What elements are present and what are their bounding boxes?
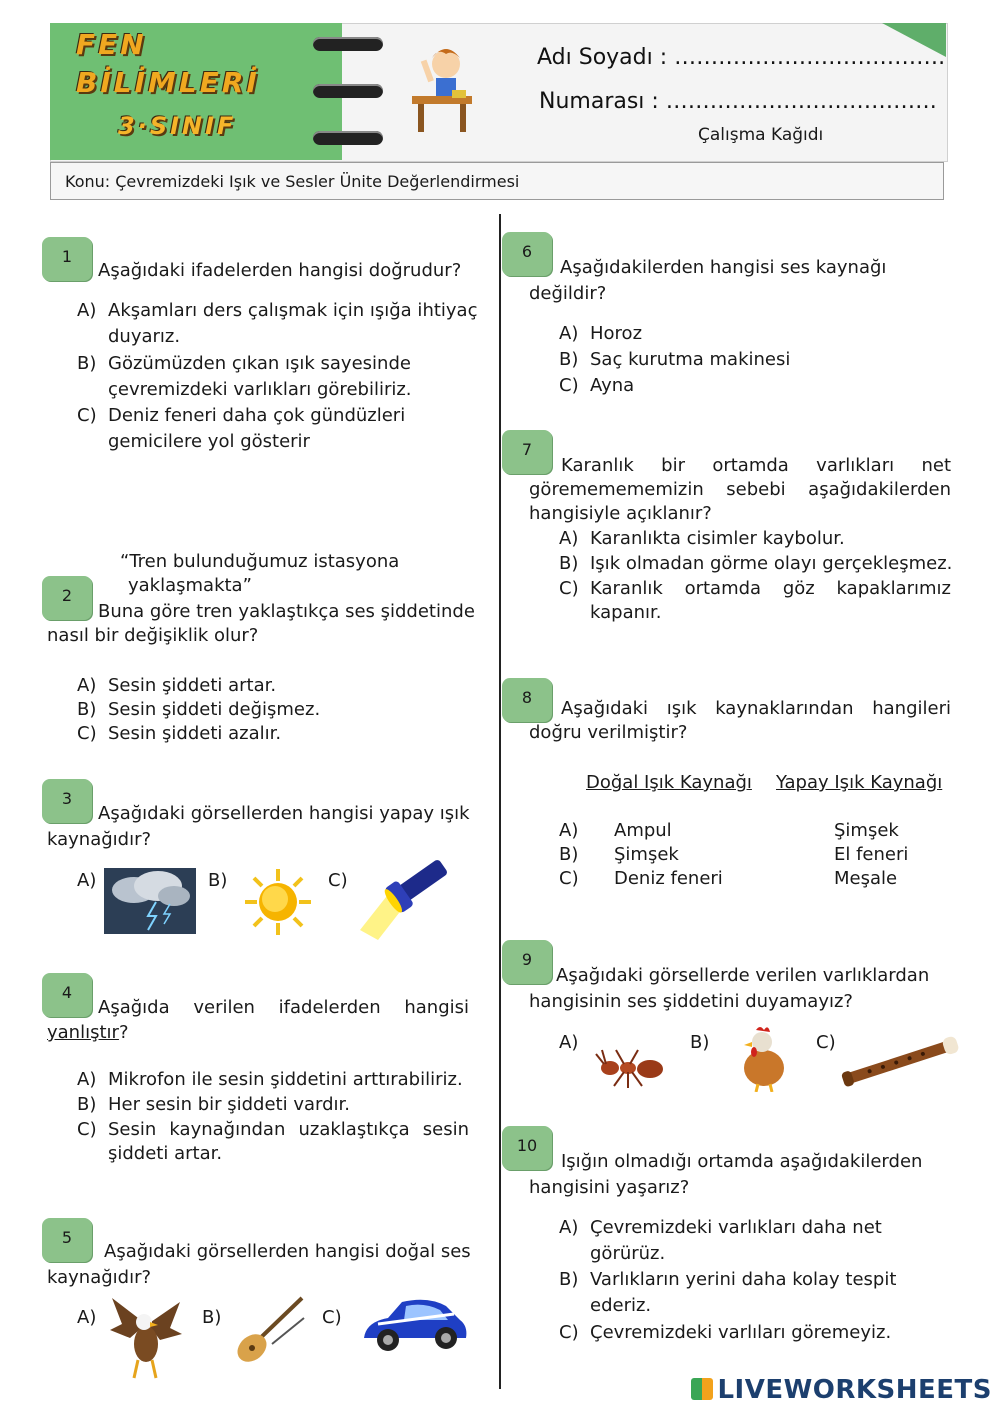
q6-text-line1: Aşağıdakilerden hangisi ses kaynağı: [560, 257, 887, 278]
q8-row-a-natural: Ampul: [614, 820, 672, 841]
q2-option-a-letter[interactable]: A): [77, 675, 97, 696]
column-divider: [499, 214, 501, 1389]
q4-option-b: Her sesin bir şiddeti vardır.: [108, 1094, 350, 1115]
q1-option-b-letter[interactable]: B): [77, 353, 97, 374]
q6-option-a-letter[interactable]: A): [559, 323, 579, 344]
q8-text-line1: Aşağıdaki ışık kaynaklarından hangileri: [561, 698, 951, 719]
q1-option-b-line2: çevremizdeki varlıkları görebiliriz.: [108, 379, 412, 400]
sheet-label: Çalışma Kağıdı: [698, 125, 824, 145]
q3-text-line1: Aşağıdaki görsellerden hangisi yapay ışık: [98, 803, 470, 824]
q7-text-line3: hangisiyle açıklanır?: [529, 503, 712, 524]
q1-option-c-line1: Deniz feneri daha çok gündüzleri: [108, 405, 406, 426]
q6-option-c-letter[interactable]: C): [559, 375, 579, 396]
q5-option-c-letter[interactable]: C): [322, 1307, 342, 1328]
q2-option-b: Sesin şiddeti değişmez.: [108, 699, 321, 720]
q9-option-c-letter[interactable]: C): [816, 1032, 836, 1053]
title-grade: 3·SINIF: [118, 112, 237, 140]
q7-option-c-letter[interactable]: C): [559, 578, 579, 599]
q1-option-a-letter[interactable]: A): [77, 300, 97, 321]
q3-option-c-letter[interactable]: C): [328, 870, 348, 891]
name-field[interactable]: Adı Soyadı : ……………………………….: [537, 45, 946, 70]
q4-text-line2: [47, 1021, 129, 1045]
sun-icon: [243, 867, 313, 937]
question-number-7: 7: [502, 430, 552, 474]
q4-underlined-word: yanlıştır: [47, 1022, 119, 1043]
q10-option-a-line2: görürüz.: [590, 1243, 666, 1264]
q7-option-b-letter[interactable]: B): [559, 553, 579, 574]
q1-option-a-line2: duyarız.: [108, 326, 181, 347]
q8-column-natural: Doğal Işık Kaynağı: [586, 772, 752, 793]
question-number-8: 8: [502, 678, 552, 722]
q10-option-c: Çevremizdeki varlıları göremeyiz.: [590, 1322, 892, 1343]
q4-text-line1: Aşağıda verilen ifadelerden hangisi: [98, 997, 469, 1018]
q1-option-c-letter[interactable]: C): [77, 405, 97, 426]
q5-text-line1: Aşağıdaki görsellerden hangisi doğal ses: [104, 1241, 471, 1262]
q7-option-c-line2: kapanır.: [590, 602, 662, 623]
q5-option-a-letter[interactable]: A): [77, 1307, 97, 1328]
q2-option-c-letter[interactable]: C): [77, 723, 97, 744]
q8-row-b-artificial: El feneri: [834, 844, 909, 865]
q10-option-a-letter[interactable]: A): [559, 1217, 579, 1238]
q8-row-a-artificial: Şimşek: [834, 820, 899, 841]
q3-text-line2: kaynağıdır?: [47, 829, 152, 850]
q2-quote-line2: yaklaşmakta”: [128, 575, 252, 596]
flute-icon: [838, 1030, 964, 1092]
q7-option-c-line1: Karanlık ortamda göz kapaklarımız: [590, 578, 951, 599]
number-field[interactable]: Numarası : ……………………………….: [539, 89, 937, 114]
q2-text-line2: nasıl bir değişiklik olur?: [47, 625, 259, 646]
q10-option-b-letter[interactable]: B): [559, 1269, 579, 1290]
q2-option-c: Sesin şiddeti azalır.: [108, 723, 282, 744]
q8-column-artificial: Yapay Işık Kaynağı: [776, 772, 943, 793]
q5-text-line2: kaynağıdır?: [47, 1267, 152, 1288]
question-number-1: 1: [42, 237, 92, 281]
q6-option-a: Horoz: [590, 323, 643, 344]
q10-option-b-line2: ederiz.: [590, 1295, 652, 1316]
q8-row-c-letter[interactable]: C): [559, 868, 579, 889]
rooster-icon: [736, 1024, 792, 1092]
q1-option-c-line2: gemicilere yol gösterir: [108, 431, 310, 452]
q3-option-a-letter[interactable]: A): [77, 870, 97, 891]
q5-option-b-letter[interactable]: B): [202, 1307, 222, 1328]
q10-text-line1: Işığın olmadığı ortamda aşağıdakilerden: [561, 1151, 923, 1172]
eagle-icon: [108, 1294, 184, 1380]
q6-option-b: Saç kurutma makinesi: [590, 349, 791, 370]
q4-option-a-letter[interactable]: A): [77, 1069, 97, 1090]
q4-question-mark: ?: [118, 1022, 129, 1043]
q10-option-b-line1: Varlıkların yerini daha kolay tespit: [590, 1269, 897, 1290]
question-number-9: 9: [502, 940, 552, 984]
q8-row-b-natural: Şimşek: [614, 844, 679, 865]
q8-row-a-letter[interactable]: A): [559, 820, 579, 841]
q8-row-c-natural: Deniz feneri: [614, 868, 723, 889]
question-number-6: 6: [502, 232, 552, 276]
q1-text: Aşağıdaki ifadelerden hangisi doğrudur?: [98, 260, 462, 281]
question-number-3: 3: [42, 779, 92, 823]
q3-option-b-letter[interactable]: B): [208, 870, 228, 891]
q10-text-line2: hangisini yaşarız?: [529, 1177, 690, 1198]
q4-option-c-letter[interactable]: C): [77, 1119, 97, 1140]
title-fen: FEN: [76, 28, 147, 61]
q6-option-c: Ayna: [590, 375, 635, 396]
q10-option-c-letter[interactable]: C): [559, 1322, 579, 1343]
q6-text-line2: değildir?: [529, 283, 607, 304]
car-icon: [358, 1294, 470, 1358]
q6-option-b-letter[interactable]: B): [559, 349, 579, 370]
q4-option-c-line2: şiddeti artar.: [108, 1143, 223, 1164]
q10-option-a-line1: Çevremizdeki varlıkları daha net: [590, 1217, 882, 1238]
question-number-2: 2: [42, 576, 92, 620]
liveworksheets-badge-icon: [691, 1378, 713, 1400]
q7-text-line1: Karanlık bir ortamda varlıkları net: [561, 455, 951, 476]
q2-option-a: Sesin şiddeti artar.: [108, 675, 277, 696]
ant-icon: [594, 1044, 670, 1092]
q9-text-line1: Aşağıdaki görsellerde verilen varlıklardan: [556, 965, 930, 986]
q7-option-b: Işık olmadan görme olayı gerçekleşmez.: [590, 553, 953, 574]
question-number-5: 5: [42, 1218, 92, 1262]
q4-option-b-letter[interactable]: B): [77, 1094, 97, 1115]
q1-option-b-line1: Gözümüzden çıkan ışık sayesinde: [108, 353, 411, 374]
q7-text-line2: görememememizin sebebi aşağıdakilerden: [529, 479, 951, 500]
question-number-10: 10: [502, 1126, 552, 1170]
q2-text-line1: Buna göre tren yaklaştıkça ses şiddetinde: [98, 601, 475, 622]
saz-instrument-icon: [232, 1294, 308, 1366]
q9-option-b-letter[interactable]: B): [690, 1032, 710, 1053]
q8-text-line2: doğru verilmiştir?: [529, 722, 688, 743]
q7-option-a-letter[interactable]: A): [559, 528, 579, 549]
question-number-4: 4: [42, 973, 92, 1017]
liveworksheets-logo[interactable]: [691, 1375, 992, 1405]
q2-option-b-letter[interactable]: B): [77, 699, 97, 720]
liveworksheets-brand: LIVEWORKSHEETS: [717, 1375, 992, 1405]
flashlight-icon: [360, 858, 452, 940]
q7-option-a: Karanlıkta cisimler kaybolur.: [590, 528, 845, 549]
student-desk-icon: [408, 40, 478, 135]
q8-row-c-artificial: Meşale: [834, 868, 898, 889]
q4-option-a: Mikrofon ile sesin şiddetini arttırabiliriz.: [108, 1069, 463, 1090]
storm-cloud-icon: [104, 868, 196, 934]
q2-quote-line1: “Tren bulunduğumuz istasyona: [120, 551, 400, 572]
topic-bar: Konu: Çevremizdeki Işık ve Sesler Ünite Değerlendirmesi: [50, 162, 944, 200]
title-bilimleri: BİLİMLERİ: [76, 66, 260, 99]
q1-option-a-line1: Akşamları ders çalışmak için ışığa ihtiyaç: [108, 300, 478, 321]
q9-text-line2: hangisinin ses şiddetini duyamayız?: [529, 991, 853, 1012]
q4-option-c-line1: Sesin kaynağından uzaklaştıkça sesin: [108, 1119, 469, 1140]
q9-option-a-letter[interactable]: A): [559, 1032, 579, 1053]
q8-row-b-letter[interactable]: B): [559, 844, 579, 865]
